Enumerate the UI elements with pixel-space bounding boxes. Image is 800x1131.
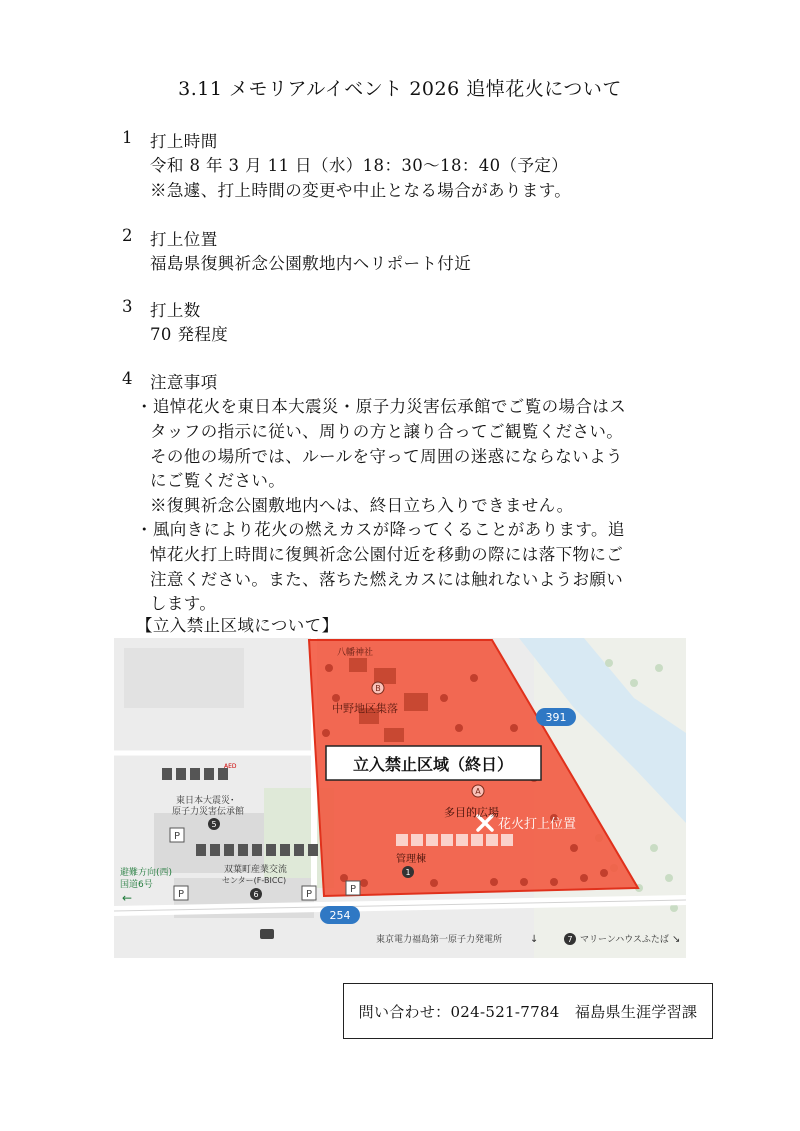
marine-label: マリーンハウスふたば [580,935,669,945]
route-391: 391 [545,711,567,724]
parking-label: P [305,889,313,900]
section-3-number: 3 [122,297,133,316]
section-1-line: 令和 8 年 3 月 11 日（水）18：30～18：40（予定） [150,156,569,175]
num-7: 7 [567,935,573,944]
down-arrow-icon: ↓ [530,934,539,945]
plant-label: 東京電力福島第一原子力発電所 [376,935,503,945]
notice-line: その他の場所では、ルールを守って周囲の迷惑にならないよう [150,447,623,466]
parking-label: P [349,884,357,895]
section-1-line: ※急遽、打上時間の変更や中止となる場合があります。 [150,181,572,200]
notice-line: します。 [150,594,217,613]
museum-facility-icons [162,768,228,780]
document-title: 3.11 メモリアルイベント 2026 追悼花火について [178,78,622,100]
center-facility-icons [196,844,318,856]
shrine-label: 八幡神社 [337,648,374,658]
num-6: 6 [253,890,259,899]
notice-line: タッフの指示に従い、周りの方と譲り合ってご観覧ください。 [150,422,624,441]
section-1-heading: 打上時間 [150,132,218,151]
down-right-arrow-icon: ↘ [672,934,681,945]
zone-label: 立入禁止区域（終日） [352,755,514,774]
notice-line: ※復興祈念公園敷地内へは、終日立ち入りできません。 [150,496,574,515]
section-3-heading: 打上数 [150,301,201,320]
num-1: 1 [405,868,411,877]
evac-label-1: 避難方向(西) [120,868,173,878]
section-4-heading: 注意事項 [150,373,218,392]
evac-label-2: 国道6号 [120,880,153,890]
notice-line: 注意ください。また、落ちた燃えカスには触れないようお願い [150,570,624,589]
center-label-1: 双葉町産業交流 [224,865,288,875]
section-2-heading: 打上位置 [150,230,218,249]
notice-line: 悼花火打上時間に復興祈念公園付近を移動の際には落下物にご [150,545,624,564]
settlement-label: 中野地区集落 [332,702,398,715]
launch-label: 花火打上位置 [498,817,577,832]
evac-arrow-icon: ← [122,891,133,905]
route-254: 254 [329,909,351,922]
museum-label-1: 東日本大震災･ [176,796,235,806]
notice-line: にご覧ください。 [150,471,286,490]
museum-label-2: 原子力災害伝承館 [172,807,245,817]
num-5: 5 [211,820,217,829]
marker-a: A [475,787,481,796]
contact-text: 問い合わせ：024-521-7784 福島県生涯学習課 [358,1002,698,1021]
restricted-area-map [114,638,686,958]
notice-line: ・追悼花火を東日本大震災・原子力災害伝承館でご覧の場合はス [136,397,627,416]
section-3-line: 70 発程度 [150,325,229,344]
parking-label: P [177,889,185,900]
plaza-label: 多目的広場 [444,806,499,819]
map-caption: 【立入禁止区域について】 [136,616,339,635]
section-4-number: 4 [122,369,133,388]
mgmt-label: 管理棟 [396,854,426,865]
contact-box [343,983,713,1039]
marker-b: B [375,684,381,693]
parking-label: P [173,831,181,842]
bus-icon [260,929,274,939]
center-label-2: センター(F-BICC) [222,876,287,885]
section-1-number: 1 [122,128,133,147]
notice-line: ・風向きにより花火の燃えカスが降ってくることがあります。追 [136,520,625,539]
section-2-number: 2 [122,226,133,245]
aed-label: AED [224,763,237,770]
section-2-line: 福島県復興祈念公園敷地内ヘリポート付近 [150,254,472,273]
